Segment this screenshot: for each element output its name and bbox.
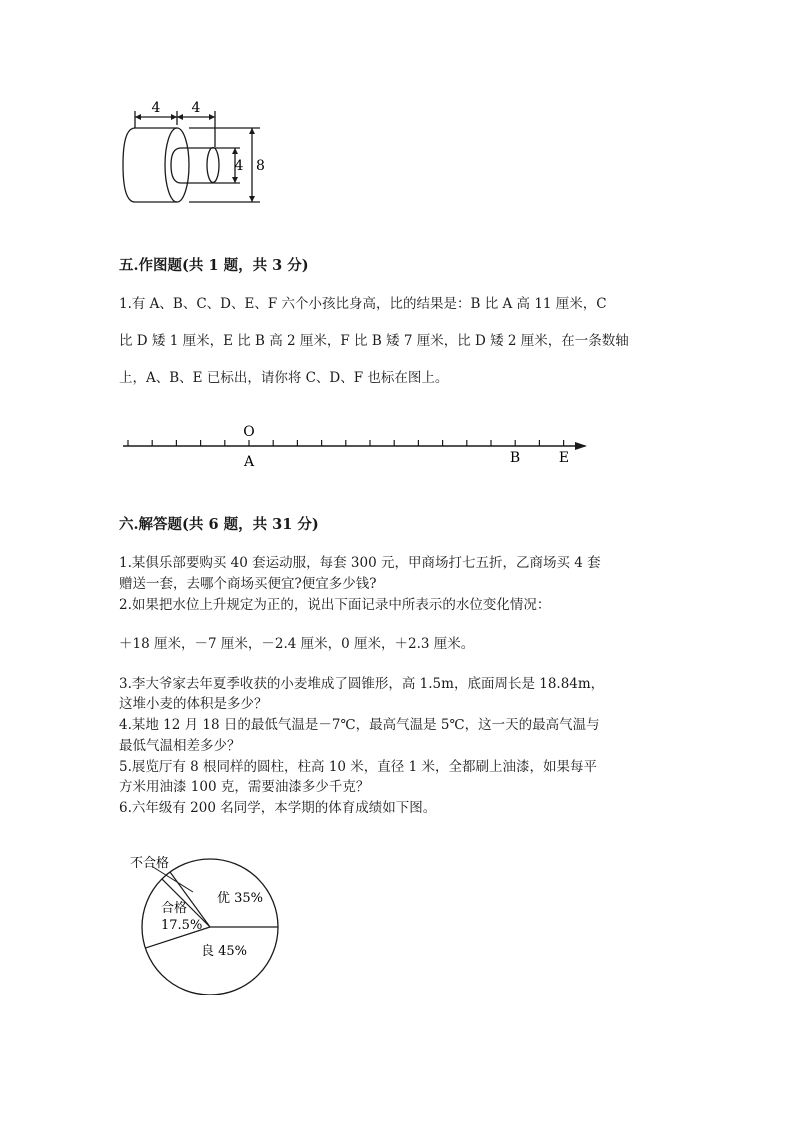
- section5-line-3: 上，A、B、E 已标出，请你将 C、D、F 也标在图上。: [119, 370, 449, 386]
- origin-label: O: [243, 424, 255, 440]
- q3-line-2: 这堆小麦的体积是多少？: [119, 696, 268, 712]
- slice-label-pass-name: 合格: [161, 901, 188, 916]
- number-line: [115, 418, 595, 473]
- dim-inner-height: 4: [234, 158, 244, 174]
- number-line-arrow: [575, 442, 587, 450]
- q5-line-2: 方米用油漆 100 克，需要油漆多少千克？: [119, 779, 370, 795]
- slice-label-fail: 不合格: [130, 856, 170, 871]
- slice-label-excellent: 优 35%: [217, 891, 264, 906]
- dim-inner-width: 4: [191, 100, 201, 116]
- section6-heading: 六.解答题(共 6 题，共 31 分): [119, 516, 319, 533]
- q1-line-1: 1.某俱乐部要购买 40 套运动服，每套 300 元，甲商场打七五折，乙商场买 4 套: [119, 555, 601, 571]
- slice-label-pass-pct: 17.5%: [161, 918, 203, 933]
- label-b: B: [509, 450, 521, 466]
- section5-line-2: 比 D 矮 1 厘米，E 比 B 高 2 厘米，F 比 B 矮 7 厘米，比 D 矮 2 厘米，在一条数轴: [119, 333, 629, 349]
- q2-line: 2.如果把水位上升规定为正的，说出下面记录中所表示的水位变化情况：: [119, 597, 551, 613]
- label-a: A: [243, 454, 255, 470]
- cylinder-figure: [115, 95, 275, 215]
- dim-left-width: 4: [151, 100, 161, 116]
- q3-line-1: 3.李大爷家去年夏季收获的小麦堆成了圆锥形，高 1.5m，底面周长是 18.84m，: [119, 676, 605, 692]
- q2-values: ＋18 厘米，－7 厘米，－2.4 厘米，0 厘米，＋2.3 厘米。: [119, 636, 475, 652]
- section5-line-1: 1.有 A、B、C、D、E、F 六个小孩比身高，比的结果是：B 比 A 高 11 厘米，C: [119, 296, 607, 312]
- q6-line: 6.六年级有 200 名同学，本学期的体育成绩如下图。: [119, 800, 437, 816]
- slice-label-good: 良 45%: [201, 944, 248, 959]
- q5-line-1: 5.展览厅有 8 根同样的圆柱，柱高 10 米，直径 1 米，全都刷上油漆，如果每平: [119, 759, 597, 775]
- q4-line-2: 最低气温相差多少？: [119, 738, 241, 754]
- pie-chart: [125, 850, 295, 995]
- q4-line-1: 4.某地 12 月 18 日的最低气温是－7℃，最高气温是 5℃，这一天的最高气温与: [119, 717, 600, 733]
- label-e: E: [558, 450, 570, 466]
- q1-line-2: 赠送一套，去哪个商场买便宜?便宜多少钱?: [119, 576, 377, 592]
- dim-outer-height: 8: [256, 158, 265, 174]
- section5-heading: 五.作图题(共 1 题，共 3 分): [119, 257, 309, 274]
